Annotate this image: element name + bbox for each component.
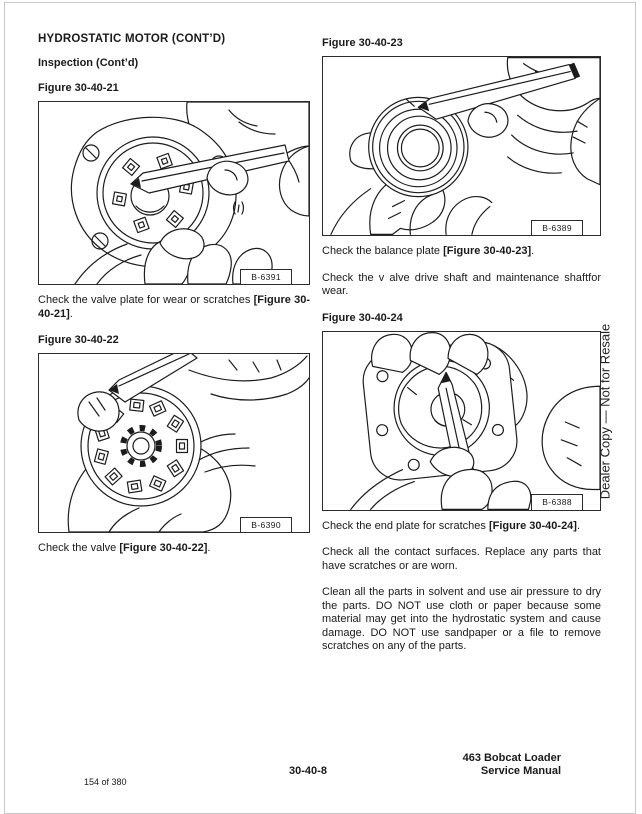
valve-illustration: [39, 354, 309, 532]
manual-title-line1: 463 Bobcat Loader: [462, 752, 561, 764]
figure-reference: [Figure 30-40-23]: [443, 245, 532, 257]
subsection-title: Inspection (Cont’d): [38, 57, 139, 69]
figure-30-40-22: [38, 353, 310, 533]
caption-text: Check the valve plate for wear or scratches: [38, 294, 254, 306]
figure-23-title: Figure 30-40-23: [322, 37, 403, 49]
paragraph-check-contact: Check all the contact surfaces. Replace any parts that have scratches or are worn.: [322, 546, 601, 572]
valve-plate-illustration: [39, 102, 309, 284]
caption-text: Check the end plate for scratches: [322, 519, 489, 532]
caption-check-balance: [322, 245, 601, 259]
caption-check-valve: [38, 542, 310, 556]
section-page-number: 30-40-8: [289, 765, 327, 777]
figure-code-badge: B-6390: [240, 517, 292, 534]
figure-reference: [Figure 30-40-24]: [488, 519, 577, 532]
end-plate-illustration: [323, 332, 600, 510]
paragraph-clean-parts: Clean all the parts in solvent and use air pressure to dry the parts. DO NOT use cloth or paper because some material may get into the hydrostatic system and cause damage. DO NOT use sandpaper or a file to remove scratches on any of the parts.: [322, 586, 601, 652]
caption-period: .: [69, 307, 73, 320]
caption-period: .: [207, 542, 211, 554]
caption-text: Check the valve: [38, 542, 120, 554]
figure-22-title: Figure 30-40-22: [38, 334, 119, 346]
balance-plate-illustration: [323, 57, 600, 235]
caption-period: .: [531, 245, 535, 257]
figure-code-badge: B-6388: [531, 494, 583, 511]
figure-code-badge: B-6389: [531, 220, 583, 237]
left-column: [38, 33, 310, 569]
caption-check-valve-plate: [38, 294, 310, 321]
figure-reference: [Figure 30-40-21]: [38, 294, 311, 320]
figure-code-badge: B-6391: [240, 269, 292, 286]
figure-24-title: Figure 30-40-24: [322, 311, 403, 324]
caption-check-end-plate: [322, 520, 601, 534]
dealer-copy-watermark: Dealer Copy — Not for Resale: [597, 323, 613, 500]
manual-title-line2: Service Manual: [480, 765, 561, 777]
manual-title: [463, 752, 561, 778]
caption-text: Check the balance plate: [322, 245, 444, 257]
figure-30-40-24: [322, 331, 601, 511]
right-column: [322, 37, 601, 667]
section-title: HYDROSTATIC MOTOR (CONT’D): [38, 33, 226, 45]
page-count: 154 of 380: [84, 777, 127, 787]
figure-30-40-21: [38, 101, 310, 285]
caption-period: .: [576, 519, 581, 532]
figure-21-title: Figure 30-40-21: [38, 82, 119, 94]
figure-30-40-23: [322, 56, 601, 236]
paragraph-check-shaft: Check the v alve drive shaft and maintenance shaftfor wear.: [322, 271, 601, 297]
figure-reference: [Figure 30-40-22]: [119, 542, 208, 554]
